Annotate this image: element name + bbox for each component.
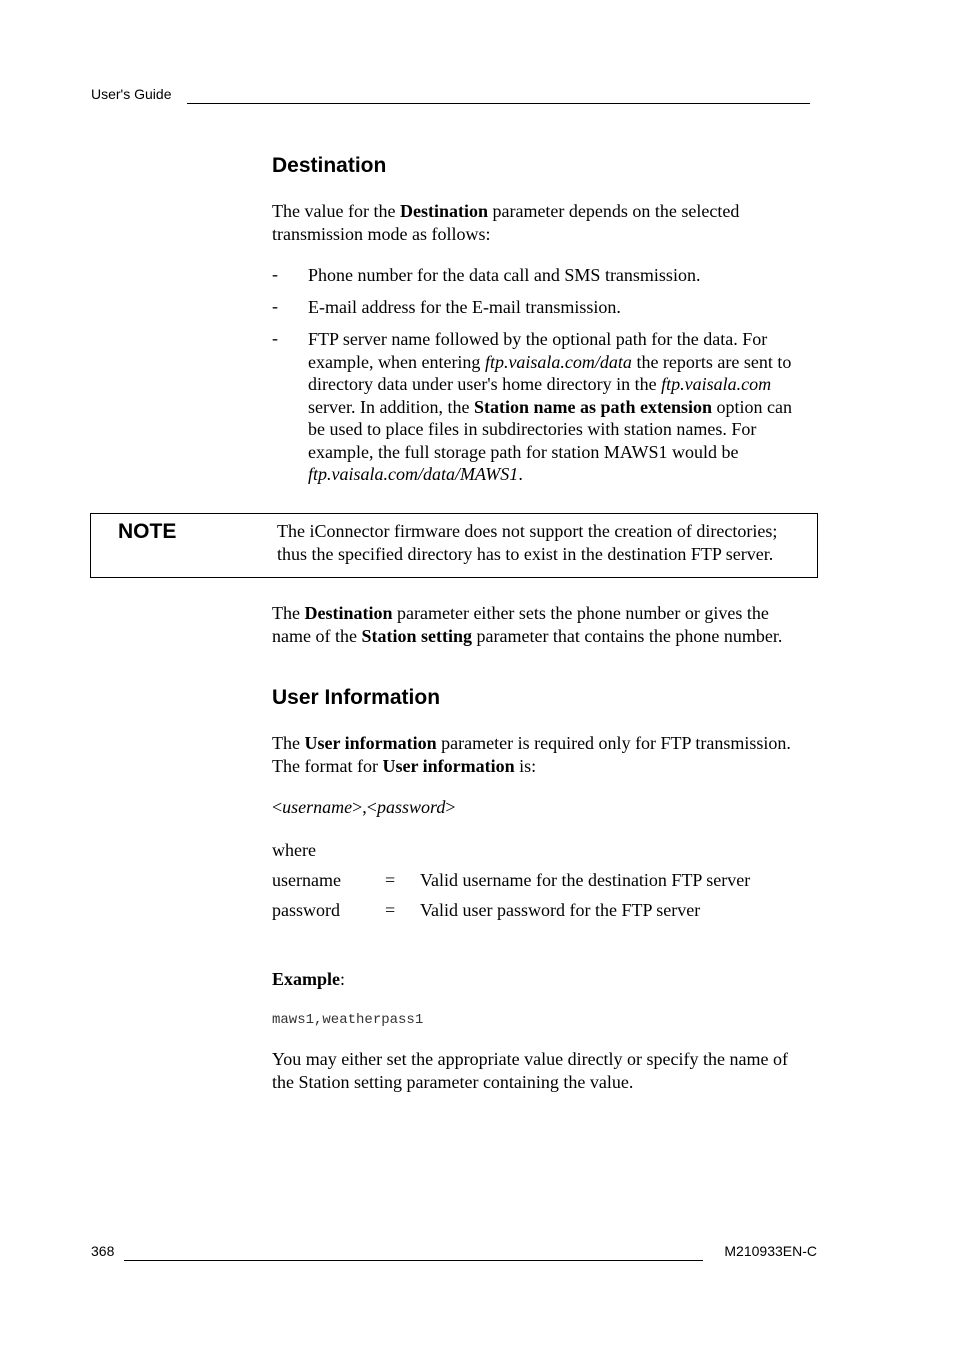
bold-term: User information — [304, 733, 437, 753]
bullet-dash: - — [272, 264, 278, 284]
bold-term: Example — [272, 969, 341, 989]
italic-placeholder: username — [282, 797, 353, 817]
bold-term: Destination — [399, 201, 488, 221]
bold-term: User information — [382, 755, 515, 776]
text: The — [272, 603, 305, 623]
bullet-dash: - — [272, 328, 278, 348]
text: be used to place files in subdirectories with station names. For — [308, 419, 757, 439]
text: transmission mode as follows: — [272, 223, 491, 244]
where-label: where — [272, 840, 316, 860]
text: < — [272, 797, 283, 817]
text: FTP server name followed by the optional path for the data. For — [308, 329, 768, 349]
text: parameter is required only for FTP transmission. — [436, 733, 791, 753]
text: parameter depends on the selected — [487, 201, 740, 221]
destination-intro — [272, 200, 820, 245]
note-label: NOTE — [118, 520, 177, 543]
text: the reports are sent to — [631, 351, 792, 372]
text: The — [272, 733, 305, 753]
italic-placeholder: password — [376, 797, 446, 817]
text: option can — [712, 396, 792, 417]
text: thus the specified directory has to exist in the destination FTP server. — [277, 543, 774, 564]
section-heading-user-information: User Information — [272, 686, 441, 709]
bullet-item-email: E-mail address for the E-mail transmission. — [308, 297, 621, 317]
text: You may either set the appropriate value directly or specify the name of — [272, 1049, 788, 1069]
text: The format for — [272, 755, 383, 776]
bullet-item-phone: Phone number for the data call and SMS transmission. — [308, 265, 701, 285]
italic-path: ftp.vaisala.com/data — [484, 351, 632, 372]
text: parameter either sets the phone number or gives the — [392, 603, 769, 623]
text: server. In addition, the — [308, 396, 474, 417]
header-title: User's Guide — [91, 86, 172, 102]
text: > — [445, 797, 456, 817]
text: : — [340, 969, 346, 989]
text: >,< — [352, 797, 377, 817]
text: The value for the — [272, 201, 400, 221]
text: the Station setting parameter containing the value. — [272, 1071, 634, 1092]
destination-param-paragraph — [272, 602, 832, 647]
bold-term: Station name as path extension — [473, 396, 712, 417]
italic-path: ftp.vaisala.com — [661, 374, 772, 394]
text: name of the — [272, 625, 362, 646]
text: parameter that contains the phone number. — [471, 625, 783, 646]
example-code: maws1,weatherpass1 — [272, 1012, 424, 1028]
user-info-format — [272, 796, 820, 819]
definition-term: username — [272, 870, 341, 890]
text: directory data under user's home directory in the — [308, 374, 662, 394]
definition-equals: = — [385, 870, 396, 890]
note-text — [277, 520, 817, 565]
definition-term: password — [272, 900, 340, 920]
closing-paragraph — [272, 1048, 832, 1093]
text: The iConnector firmware does not support the creation of directories; — [277, 521, 778, 541]
definition-equals: = — [385, 900, 396, 920]
user-info-intro — [272, 732, 832, 777]
bullet-dash: - — [272, 296, 278, 316]
bold-term: Station setting — [361, 625, 472, 646]
running-header — [91, 86, 171, 102]
bold-term: Destination — [304, 603, 393, 623]
header-rule — [187, 103, 810, 104]
document-id: M210933EN-C — [724, 1243, 817, 1259]
text: example, the full storage path for station MAWS1 would be — [308, 441, 739, 462]
bullet-item-ftp — [308, 328, 818, 486]
example-label — [272, 968, 820, 991]
definition-description: Valid user password for the FTP server — [420, 900, 701, 920]
text: is: — [514, 755, 537, 776]
footer-rule — [124, 1260, 703, 1261]
section-heading-destination: Destination — [272, 154, 387, 177]
text: example, when entering — [308, 351, 485, 372]
definition-description: Valid username for the destination FTP server — [420, 870, 751, 890]
italic-path: ftp.vaisala.com/data/MAWS1 — [308, 464, 519, 484]
text: . — [518, 464, 523, 484]
page-number: 368 — [91, 1243, 115, 1259]
